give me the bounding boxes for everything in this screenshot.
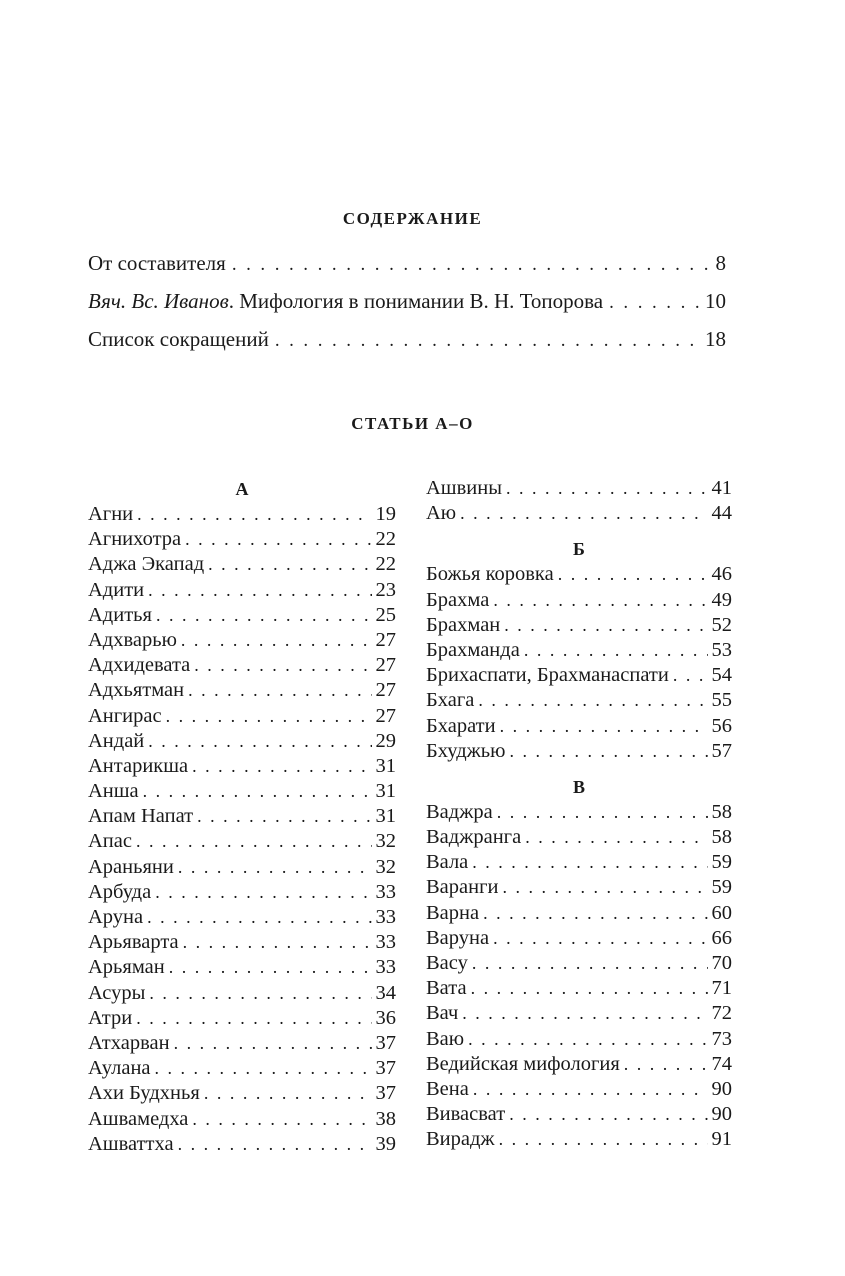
entry-title: Аю [426,502,457,525]
entry-title: Араньяни [88,855,174,878]
toc-entry[interactable] [88,1081,396,1106]
leader-dots [524,638,708,663]
leader-dots [499,1127,708,1152]
entry-page: 32 [375,855,396,878]
section-letter-a: А [235,479,249,499]
leader-dots [483,901,707,926]
toc-entry[interactable] [426,1027,732,1052]
leader-dots [149,981,371,1006]
entry-title: Ашваттха [88,1132,174,1155]
entry-page: 34 [375,981,396,1004]
entry-title: Список сокращений [88,327,269,351]
toc-entry[interactable] [88,603,396,628]
toc-entry[interactable] [88,905,396,930]
leader-dots [624,1052,708,1077]
entry-title-text: . Мифология в понимании В. Н. Топорова [228,289,604,313]
leader-dots [136,829,372,854]
toc-entry[interactable] [426,588,732,613]
toc-entry[interactable] [426,688,732,713]
toc-entry[interactable] [88,754,396,779]
entry-page: 25 [375,603,396,626]
entry-title: Бхага [426,689,475,712]
leader-dots [493,588,707,613]
entry-page: 71 [711,977,732,1000]
toc-entry[interactable] [426,1127,732,1152]
toc-entry[interactable] [88,829,396,854]
entry-title: Агни [88,503,134,525]
entry-page: 22 [375,528,396,551]
entry-page: 27 [375,628,396,651]
entry-page: 31 [375,780,396,803]
entry-title: Вена [426,1077,469,1100]
entry-title: Вач [426,1002,459,1025]
entry-page: 27 [375,679,396,702]
leader-dots [183,930,372,955]
leader-dots [204,1081,372,1106]
leader-dots [192,754,371,779]
leader-dots [232,252,710,278]
entry-title: Ваджра [426,800,493,823]
leader-dots [208,552,371,577]
leader-dots [148,578,371,603]
entry-title: Андай [88,729,145,752]
entry-page: 59 [711,876,732,899]
entry-page: 70 [711,952,732,974]
toc-heading: СОДЕРЖАНИЕ [342,209,483,228]
entry-page: 59 [711,851,732,874]
entry-title: Бхуджью [426,739,506,762]
toc-entry[interactable] [426,714,732,739]
toc-entry[interactable] [426,875,732,900]
right-column [426,476,732,1153]
toc-entry[interactable] [88,628,396,653]
toc-entry[interactable] [88,1006,396,1031]
entry-page: 23 [375,578,396,601]
leader-dots [525,825,707,850]
entry-title: Ашвины [426,477,502,499]
toc-entry[interactable] [426,613,732,638]
entry-page: 37 [375,1082,396,1105]
entry-title: Вивасват [426,1103,506,1126]
entry-page: 29 [375,729,396,752]
toc-entry[interactable] [88,981,396,1006]
entry-page: 37 [375,1031,396,1054]
section-letter-b: Б [573,539,585,560]
leader-dots [147,905,371,930]
leader-dots [188,678,371,703]
leader-dots [462,1001,707,1026]
entry-page: 53 [711,638,732,661]
entry-title: Варанги [426,876,499,899]
entry-page: 33 [375,906,396,928]
entry-title: Ангирас [88,704,162,727]
left-column [88,476,396,1157]
entry-page: 32 [375,830,396,853]
toc-entry[interactable] [88,288,726,326]
entry-title: Адхьятман [88,679,185,702]
leader-dots [472,951,708,976]
toc-entry[interactable] [88,502,396,527]
front-matter-list [88,250,726,364]
entry-page: 49 [711,588,732,611]
entry-page: 73 [711,1027,732,1050]
toc-entry[interactable] [426,739,732,764]
leader-dots [509,739,707,764]
toc-entry[interactable] [426,1102,732,1127]
toc-entry[interactable] [88,250,726,288]
toc-entry[interactable] [426,1077,732,1102]
entry-title: От составителя [88,251,226,275]
leader-dots [197,804,371,829]
toc-entry[interactable] [88,955,396,980]
toc-entry[interactable] [426,1001,732,1026]
leader-dots [155,1056,372,1081]
entry-title: Аджа Экапад [88,553,205,576]
toc-entry[interactable] [88,779,396,804]
toc-entry[interactable] [88,326,726,364]
entry-page: 19 [375,503,396,525]
entry-title: Адити [88,578,145,601]
entry-title: Варна [426,901,480,924]
toc-entry[interactable] [426,1052,732,1077]
toc-entry[interactable] [88,1107,396,1132]
leader-dots [500,714,708,739]
entries-b [426,562,732,764]
leader-dots [148,729,371,754]
leader-dots [558,562,708,587]
entry-page: 39 [375,1132,396,1155]
leader-dots [472,850,707,875]
entries-a [88,502,396,1157]
entry-title: Ашвамедха [88,1107,189,1130]
entry-page: 72 [711,1002,732,1025]
entry-title: Анша [88,780,139,803]
leader-dots [194,653,371,678]
entry-title: Арьяман [88,956,165,979]
leader-dots [502,875,707,900]
section-letter-v: В [572,776,585,797]
leader-dots [192,1107,371,1132]
entry-page: 41 [711,477,732,499]
leader-dots [275,328,699,354]
leader-dots [174,1031,372,1056]
entry-title: Агнихотра [88,528,182,551]
entry-page: 8 [715,251,726,275]
entry-title: Ваджранга [426,826,522,849]
leader-dots [473,1077,708,1102]
entry-page: 60 [711,901,732,924]
toc-entry[interactable] [426,638,732,663]
toc-entry[interactable] [426,476,732,501]
entry-title: Адитья [88,603,152,626]
toc-entry[interactable] [426,663,732,688]
entry-page: 56 [711,714,732,737]
entry-page: 58 [711,826,732,849]
entry-page: 18 [705,327,726,351]
toc-entry[interactable] [88,704,396,729]
leader-dots [137,502,371,527]
entry-title: Божья коровка [426,563,554,586]
entry-title: Вала [426,851,469,874]
entry-title: Атхарван [88,1031,170,1054]
entry-page: 57 [711,739,732,762]
entry-page: 90 [711,1103,732,1126]
entries-a-continued [426,476,732,526]
entry-page: 55 [711,689,732,712]
toc-entry[interactable] [426,562,732,587]
leader-dots [156,603,372,628]
entry-page: 33 [375,931,396,954]
entry-title: Аулана [88,1057,151,1080]
entry-title: Атри [88,1006,133,1029]
toc-entry[interactable] [88,1031,396,1056]
leader-dots [169,955,372,980]
entry-title: Асуры [88,981,146,1004]
entry-title: Аруна [88,906,144,928]
entry-page: 10 [705,289,726,313]
entry-title: Арбуда [88,880,152,903]
entry-page: 91 [711,1128,732,1151]
entry-title: Ведийская мифология [426,1052,620,1075]
leader-dots [178,1132,372,1157]
leader-dots [493,926,707,951]
entry-title: Ваю [426,1027,465,1050]
leader-dots [185,527,371,552]
leader-dots [478,688,707,713]
entry-title: Варуна [426,926,490,949]
toc-entry[interactable] [426,850,732,875]
entry-title: Васу [426,952,468,974]
toc-entry[interactable] [88,1132,396,1157]
entry-page: 27 [375,654,396,677]
toc-entry[interactable] [426,901,732,926]
toc-entry[interactable] [88,804,396,829]
toc-entry[interactable] [88,653,396,678]
toc-entry[interactable] [88,880,396,905]
leader-dots [181,628,372,653]
leader-dots [504,613,707,638]
entry-page: 33 [375,956,396,979]
toc-entry[interactable] [88,552,396,577]
entry-title: Вирадж [426,1128,495,1151]
entry-title: Адхидевата [88,654,191,677]
leader-dots [497,800,708,825]
leader-dots [471,976,708,1001]
entry-page: 46 [711,563,732,586]
entry-title: Антарикша [88,754,189,777]
entry-page: 36 [375,1006,396,1029]
entry-page: 27 [375,704,396,727]
toc-entry[interactable] [88,527,396,552]
entry-author: Вяч. Вс. Иванов [88,289,229,313]
toc-entry[interactable] [426,976,732,1001]
leader-dots [155,880,371,905]
entry-title: Брахманда [426,638,520,661]
entry-title: Брахма [426,588,490,611]
toc-entry[interactable] [88,855,396,880]
toc-entry[interactable] [88,1056,396,1081]
entry-title [88,288,603,314]
toc-entry[interactable] [426,800,732,825]
entry-page: 90 [711,1077,732,1100]
entry-page: 31 [375,805,396,828]
toc-entry[interactable] [88,930,396,955]
entry-page: 54 [711,664,732,687]
toc-entry[interactable] [426,951,732,976]
toc-entry[interactable] [88,578,396,603]
entry-page: 66 [711,926,732,949]
leader-dots [460,501,707,526]
leader-dots [468,1027,707,1052]
entry-page: 22 [375,553,396,576]
leader-dots [166,704,372,729]
entry-page: 38 [375,1107,396,1130]
leader-dots [509,1102,707,1127]
entry-title: Адхварью [88,628,177,651]
entry-page: 33 [375,880,396,903]
leader-dots [178,855,372,880]
entry-page: 74 [711,1052,732,1075]
entry-page: 31 [375,754,396,777]
entry-title: Бхарати [426,714,496,737]
entry-title: Арьяварта [88,931,179,954]
articles-heading: СТАТЬИ А–О [351,414,474,433]
leader-dots [136,1006,371,1031]
toc-entry[interactable] [88,678,396,703]
leader-dots [609,290,699,316]
leader-dots [673,663,708,688]
entry-title: Вата [426,977,467,1000]
toc-entry[interactable] [88,729,396,754]
entry-title: Апас [88,830,132,853]
entry-page: 37 [375,1057,396,1080]
entry-title: Ахи Будхнья [88,1082,200,1105]
entry-title: Брахман [426,613,501,636]
toc-entry[interactable] [426,825,732,850]
toc-entry[interactable] [426,501,732,526]
leader-dots [143,779,372,804]
entry-title: Брихаспати, Брахманаспати [426,664,669,687]
entries-v [426,800,732,1153]
toc-entry[interactable] [426,926,732,951]
entry-page: 44 [711,502,732,525]
entry-page: 58 [711,800,732,823]
entry-page: 52 [711,613,732,636]
entry-title: Апам Напат [88,805,194,828]
leader-dots [506,476,708,501]
